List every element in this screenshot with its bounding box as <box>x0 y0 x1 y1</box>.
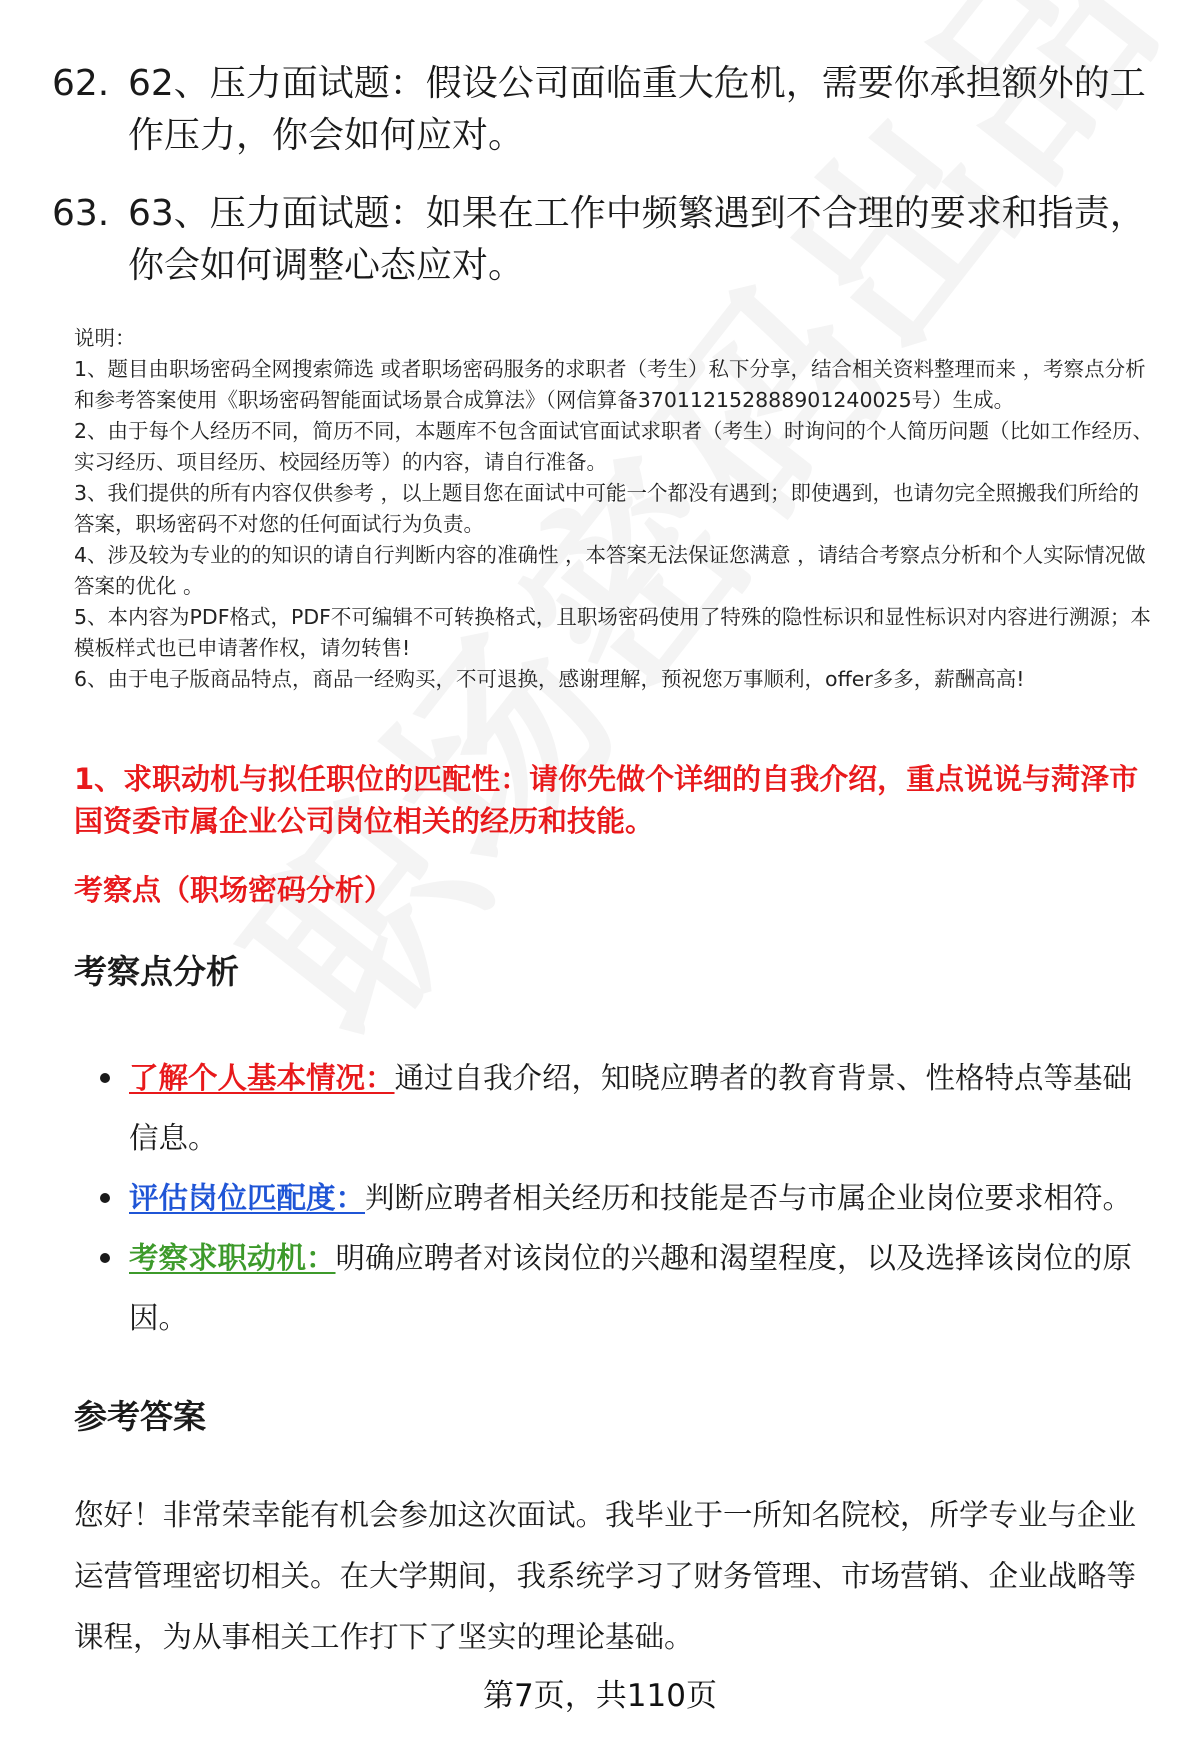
notes-title: 说明： <box>74 326 136 350</box>
question-number: 62. <box>52 63 110 104</box>
interview-question-1: 1、求职动机与拟任职位的匹配性：请你先做个详细的自我介绍，重点说说与菏泽市国资委市属企业公司岗位相关的经历和技能。 <box>74 762 1139 838</box>
analysis-keyword: 了解个人基本情况： <box>129 1061 395 1095</box>
note-item: 1、题目由职场密码全网搜索筛选 或者职场密码服务的求职者（考生）私下分享，结合相关资料整理而来 ，考察点分析和参考答案使用《职场密码智能面试场景合成算法》（网信算备370112152888901240025号）生成。 <box>74 357 1146 412</box>
exam-point-label: 考察点（职场密码分析） <box>74 873 394 907</box>
note-item: 2、由于每个人经历不同，简历不同，本题库不包含面试官面试求职者（考生）时询问的个人简历问题（比如工作经历、实习经历、项目经历、校园经历等）的内容，请自行准备。 <box>74 419 1154 474</box>
analysis-keyword: 考察求职动机： <box>129 1241 336 1275</box>
page-footer: 第7页，共110页 <box>483 1678 717 1714</box>
note-item: 6、由于电子版商品特点，商品一经购买，不可退换，感谢理解，预祝您万事顺利，offer多多，薪酬高高! <box>74 667 1025 691</box>
analysis-item <box>74 1048 1154 1168</box>
question-item <box>52 188 1152 292</box>
analysis-heading: 考察点分析 <box>74 952 239 991</box>
answer-text: 您好！非常荣幸能有机会参加这次面试。我毕业于一所知名院校，所学专业与企业运营管理密切相关。在大学期间，我系统学习了财务管理、市场营销、企业战略等课程，为从事相关工作打下了坚实的理论基础。 <box>74 1498 1137 1654</box>
analysis-keyword: 评估岗位匹配度： <box>129 1181 366 1215</box>
question-text: 62、压力面试题：假设公司面临重大危机，需要你承担额外的工作压力，你会如何应对。 <box>128 63 1146 156</box>
question-text: 63、压力面试题：如果在工作中频繁遇到不合理的要求和指责，你会如何调整心态应对。 <box>128 193 1146 286</box>
question-item <box>52 58 1152 162</box>
question-number: 63. <box>52 193 110 234</box>
analysis-item <box>74 1168 1154 1228</box>
note-item: 5、本内容为PDF格式，PDF不可编辑不可转换格式，且职场密码使用了特殊的隐性标识和显性标识对内容进行溯源；本模板样式也已申请著作权，请勿转售! <box>74 605 1151 660</box>
analysis-text: 明确应聘者对该岗位的兴趣和渴望程度，以及选择该岗位的原因。 <box>129 1241 1133 1335</box>
analysis-text: 判断应聘者相关经历和技能是否与市属企业岗位要求相符。 <box>365 1181 1133 1215</box>
analysis-text: 通过自我介绍，知晓应聘者的教育背景、性格特点等基础信息。 <box>129 1061 1133 1155</box>
bullet-icon <box>100 1073 110 1083</box>
question-list <box>52 58 1152 318</box>
note-item: 4、涉及较为专业的的知识的请自行判断内容的准确性 ，本答案无法保证您满意 ，请结合考察点分析和个人实际情况做答案的优化 。 <box>74 543 1146 598</box>
notes-section <box>74 323 1154 695</box>
bullet-icon <box>100 1193 110 1203</box>
bullet-icon <box>100 1253 110 1263</box>
analysis-list <box>74 1048 1154 1348</box>
analysis-item <box>74 1228 1154 1348</box>
answer-heading: 参考答案 <box>74 1397 206 1436</box>
note-item: 3、我们提供的所有内容仅供参考 ，以上题目您在面试中可能一个都没有遇到；即使遇到，也请勿完全照搬我们所给的答案，职场密码不对您的任何面试行为负责。 <box>74 481 1140 536</box>
